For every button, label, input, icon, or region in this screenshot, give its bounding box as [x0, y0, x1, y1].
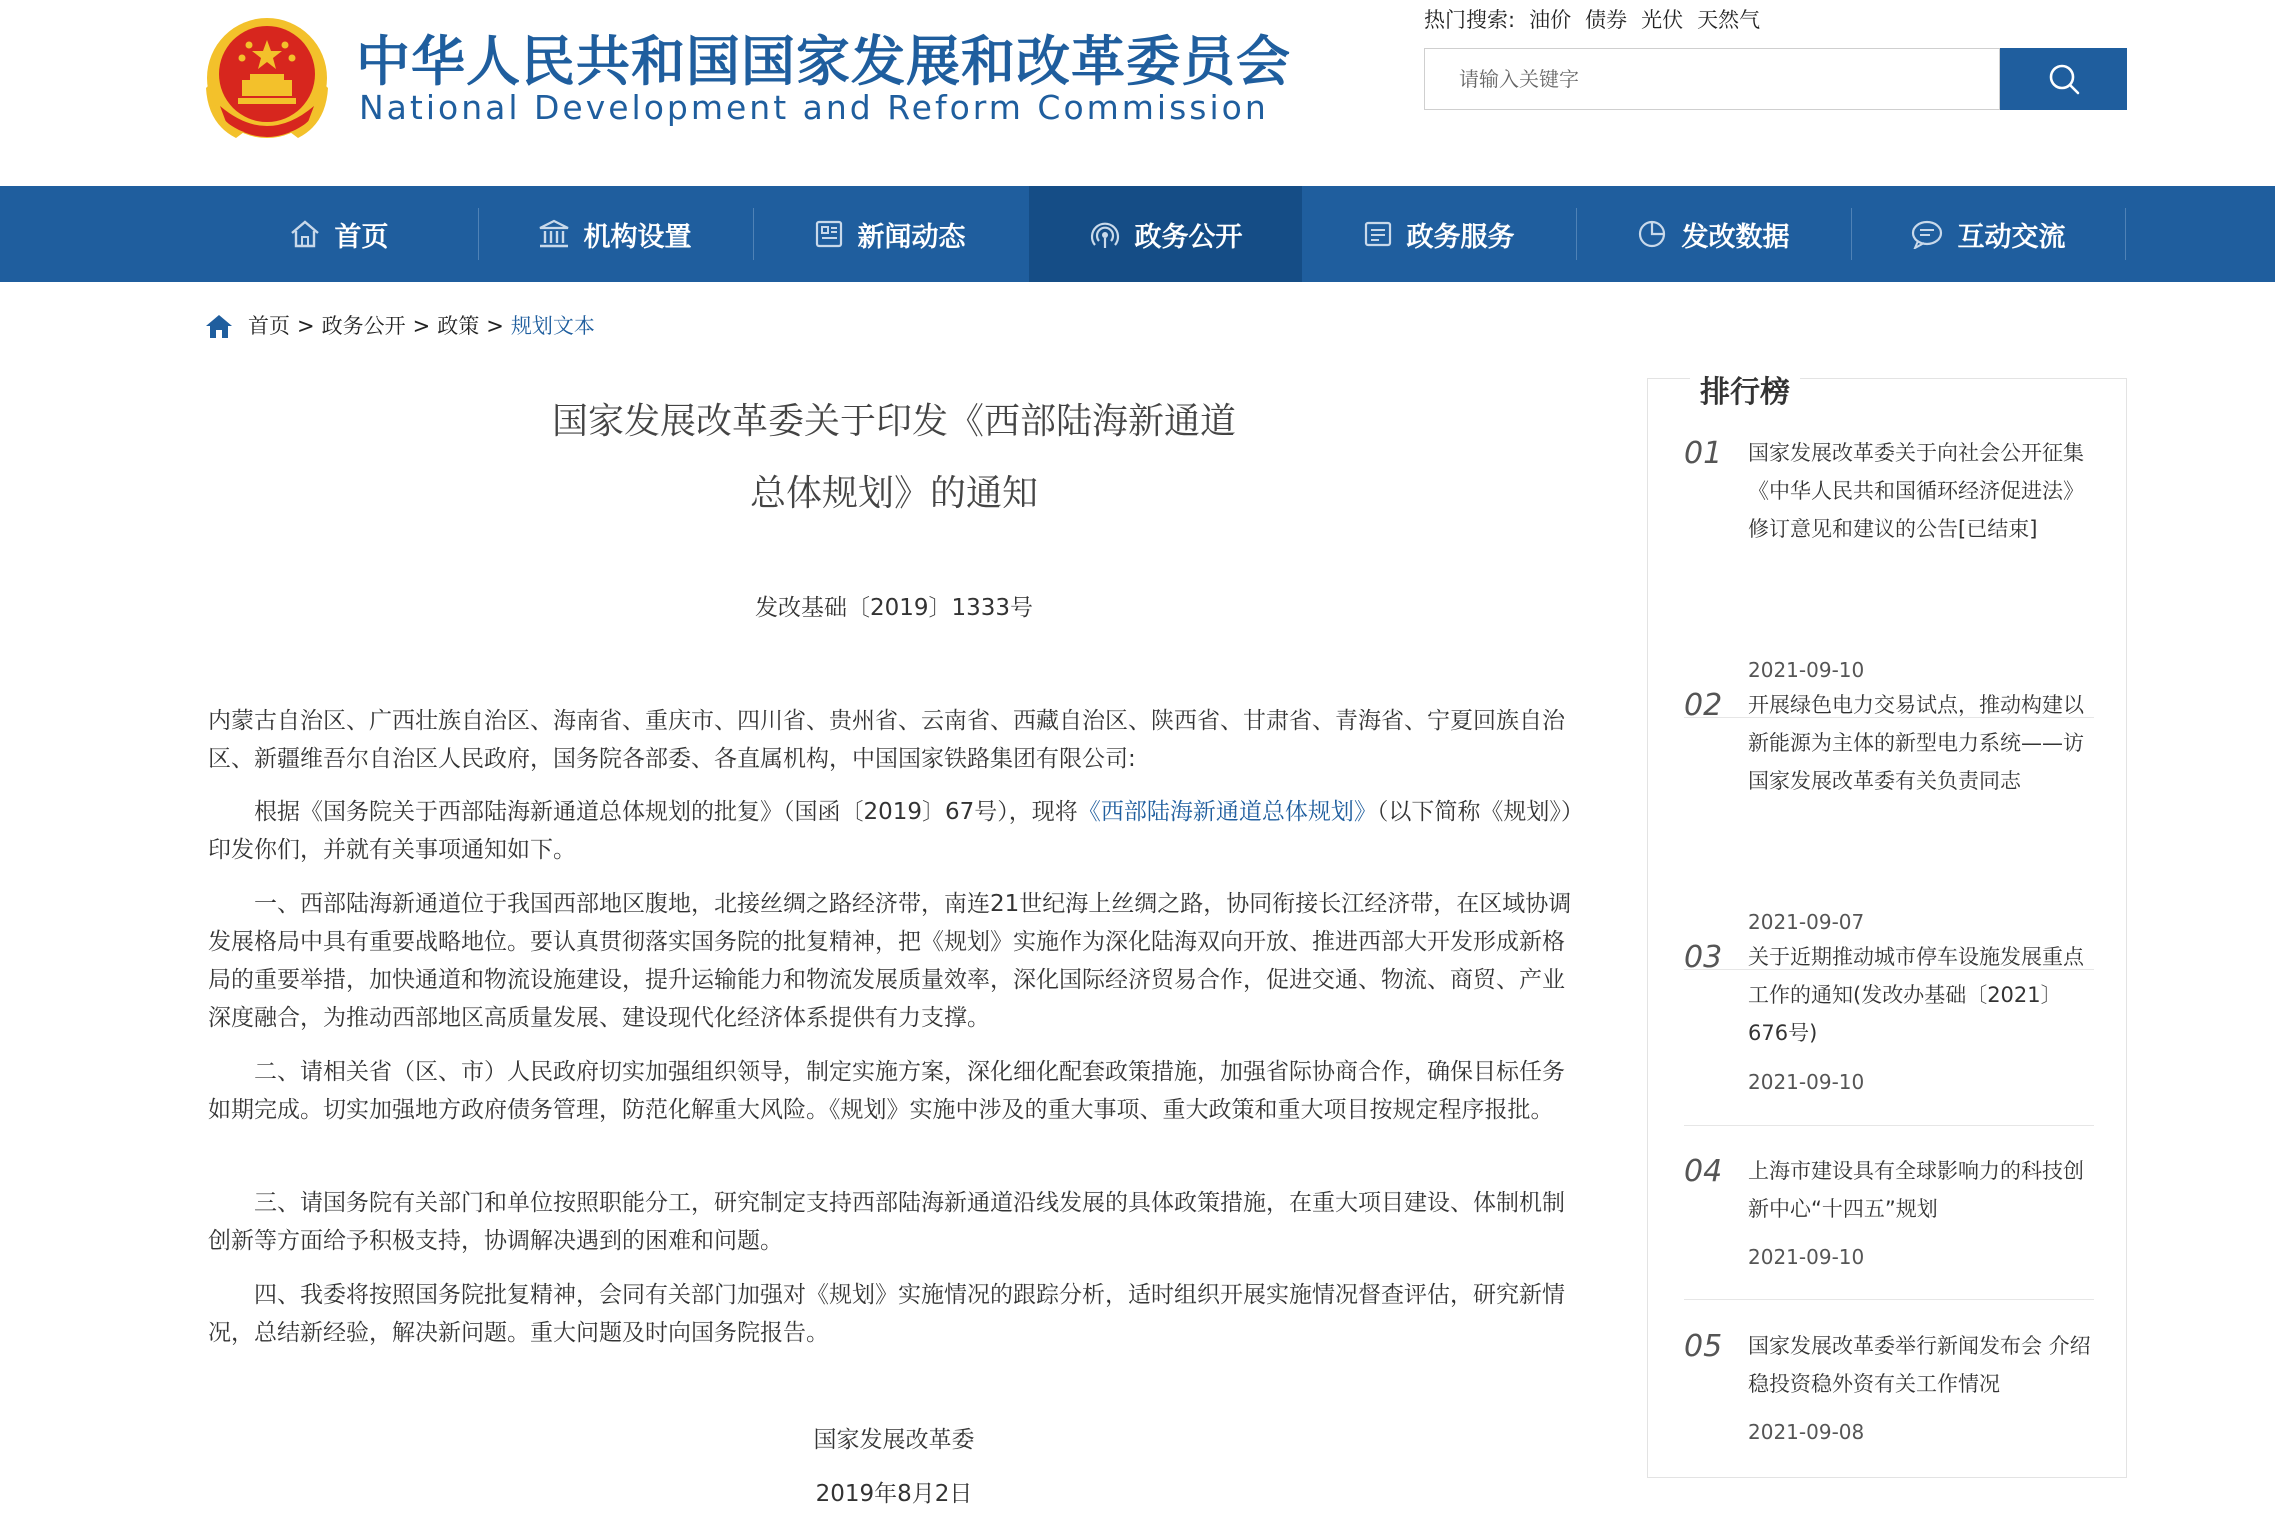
nav-item-data[interactable] [1576, 186, 1849, 282]
article-title-line1: 国家发展改革委关于印发《西部陆海新通道 [551, 401, 1236, 442]
plan-document-link[interactable]: 《西部陆海新通道总体规划》 [1077, 799, 1377, 825]
ranking-item-date: 2021-09-10 [1748, 658, 1865, 682]
ranking-item-date: 2021-09-08 [1748, 1420, 1865, 1444]
ranking-divider [1684, 1299, 2094, 1300]
nav-item-gov-affairs[interactable] [1029, 186, 1302, 282]
institution-icon [538, 219, 570, 249]
nav-label: 新闻动态 [857, 221, 966, 253]
search-icon [2047, 62, 2081, 96]
chat-icon [1910, 219, 1944, 249]
breadcrumb-separator: > [412, 314, 431, 338]
nav-item-gov-service[interactable] [1302, 186, 1575, 282]
breadcrumb [204, 312, 595, 340]
para1-text: （以下简称《规划》）印发你们，并就有关事项通知如下。 [208, 799, 1573, 863]
breadcrumb-item[interactable]: 政务公开 [321, 314, 406, 338]
body-paragraph-3 [208, 1053, 1583, 1129]
ranking-item-date: 2021-09-10 [1748, 1070, 1865, 1094]
para4-text: 三、请国务院有关部门和单位按照职能分工，研究制定支持西部陆海新通道沿线发展的具体政策措施，在重大项目建设、体制机制创新等方面给予积极支持，协调解决遇到的困难和问题。 [208, 1190, 1565, 1254]
nav-label: 首页 [334, 221, 389, 253]
ranking-title: 排行榜 [1690, 371, 1800, 415]
ranking-number: 02 [1684, 688, 1723, 723]
doc-number: 发改基础〔2019〕1333号 [754, 595, 1034, 621]
hot-keyword[interactable]: 债券 [1585, 8, 1628, 32]
ranking-number: 04 [1684, 1154, 1723, 1189]
data-chart-icon [1636, 218, 1668, 250]
ranking-item-title[interactable]: 关于近期推动城市停车设施发展重点工作的通知(发改办基础〔2021〕676号) [1748, 945, 2084, 1045]
breadcrumb-item[interactable]: 政策 [437, 314, 480, 338]
ranking-item-title[interactable]: 开展绿色电力交易试点，推动构建以新能源为主体的新型电力系统——访国家发展改革委有关负责同志 [1748, 693, 2084, 793]
broadcast-icon [1089, 219, 1121, 249]
hot-keyword[interactable]: 天然气 [1697, 8, 1761, 32]
breadcrumb-separator: > [486, 314, 504, 338]
nav-item-news[interactable] [753, 186, 1026, 282]
search-input[interactable] [1425, 49, 1999, 109]
nav-label: 政务服务 [1406, 221, 1515, 253]
sign-date: 2019年8月2日 [815, 1481, 973, 1507]
hot-keyword[interactable]: 光伏 [1641, 8, 1684, 32]
signer: 国家发展改革委 [813, 1427, 975, 1453]
body-paragraph-5 [208, 1276, 1583, 1352]
search-box [1424, 48, 2000, 110]
nav-item-home[interactable] [202, 186, 475, 282]
breadcrumb-separator: > [297, 314, 315, 338]
nav-label: 政务公开 [1134, 221, 1243, 253]
body-paragraph-4 [208, 1184, 1583, 1260]
body-paragraph-1 [208, 793, 1583, 869]
site-name-cn[interactable]: 中华人民共和国国家发展和改革委员会 [356, 30, 1291, 93]
para1-text: 根据《国务院关于西部陆海新通道总体规划的批复》（国函〔2019〕67号），现将 [254, 799, 1078, 825]
nav-label: 发改数据 [1681, 221, 1790, 253]
nav-item-interaction[interactable] [1851, 186, 2124, 282]
home-icon[interactable] [204, 312, 234, 340]
national-emblem-icon[interactable] [204, 14, 330, 144]
hot-search [1424, 6, 1760, 34]
breadcrumb-item-current[interactable]: 规划文本 [510, 314, 595, 338]
ranking-item-date: 2021-09-07 [1748, 910, 1865, 934]
nav-label: 机构设置 [583, 221, 692, 253]
site-name-en[interactable]: National Development and Reform Commission [359, 88, 1269, 127]
ranking-number: 03 [1684, 940, 1723, 975]
service-icon [1363, 219, 1393, 249]
breadcrumb-item[interactable]: 首页 [248, 314, 290, 338]
ranking-number: 05 [1684, 1329, 1723, 1364]
para5-text: 四、我委将按照国务院批复精神，会同有关部门加强对《规划》实施情况的跟踪分析，适时组织开展实施情况督查评估，研究新情况，总结新经验，解决新问题。重大问题及时向国务院报告。 [208, 1282, 1565, 1346]
nav-label: 互动交流 [1957, 221, 2066, 253]
body-paragraph-2 [208, 885, 1583, 1037]
ranking-panel [1647, 375, 2127, 1478]
ranking-item-title[interactable]: 国家发展改革委关于向社会公开征集《中华人民共和国循环经济促进法》修订意见和建议的公告[已结束] [1748, 441, 2084, 541]
nav-item-institution[interactable] [478, 186, 751, 282]
search-button[interactable] [2000, 48, 2127, 110]
home-icon [289, 219, 321, 249]
site-header [0, 0, 2275, 186]
ranking-item-title[interactable]: 上海市建设具有全球影响力的科技创新中心“十四五”规划 [1748, 1159, 2084, 1221]
para3-text: 二、请相关省（区、市）人民政府切实加强组织领导，制定实施方案，深化细化配套政策措施，加强省际协商合作，确保目标任务如期完成。切实加强地方政府债务管理，防范化解重大风险。《规划》实施中涉及的重大事项、重大政策和重大项目按规定程序报批。 [208, 1059, 1565, 1123]
news-icon [814, 219, 844, 249]
ranking-item-title[interactable]: 国家发展改革委举行新闻发布会 介绍稳投资稳外资有关工作情况 [1748, 1334, 2091, 1396]
ranking-number: 01 [1684, 436, 1723, 471]
hot-search-label: 热门搜索: [1424, 8, 1516, 32]
para2-text: 一、西部陆海新通道位于我国西部地区腹地，北接丝绸之路经济带，南连21世纪海上丝绸之路，协同衔接长江经济带，在区域协调发展格局中具有重要战略地位。要认真贯彻落实国务院的批复精神，把《规划》实施作为深化陆海双向开放、推进西部大开发形成新格局的重要举措，加快通道和物流设施建设，提升运输能力和物流发展质量效率，深化国际经济贸易合作，促进交通、物流、商贸、产业深度融合，为推动西部地区高质量发展、建设现代化经济体系提供有力支撑。 [208, 891, 1572, 1031]
main-nav [0, 186, 2275, 282]
recipients-paragraph: 内蒙古自治区、广西壮族自治区、海南省、重庆市、四川省、贵州省、云南省、西藏自治区、陕西省、甘肃省、青海省、宁夏回族自治区、新疆维吾尔自治区人民政府，国务院各部委、各直属机构，中国国家铁路集团有限公司: [208, 708, 1565, 772]
hot-keyword[interactable]: 油价 [1529, 8, 1572, 32]
article-title-line2: 总体规划》的通知 [749, 473, 1038, 514]
ranking-item-date: 2021-09-10 [1748, 1245, 1865, 1269]
ranking-divider [1684, 1125, 2094, 1126]
nav-divider [2125, 208, 2126, 260]
